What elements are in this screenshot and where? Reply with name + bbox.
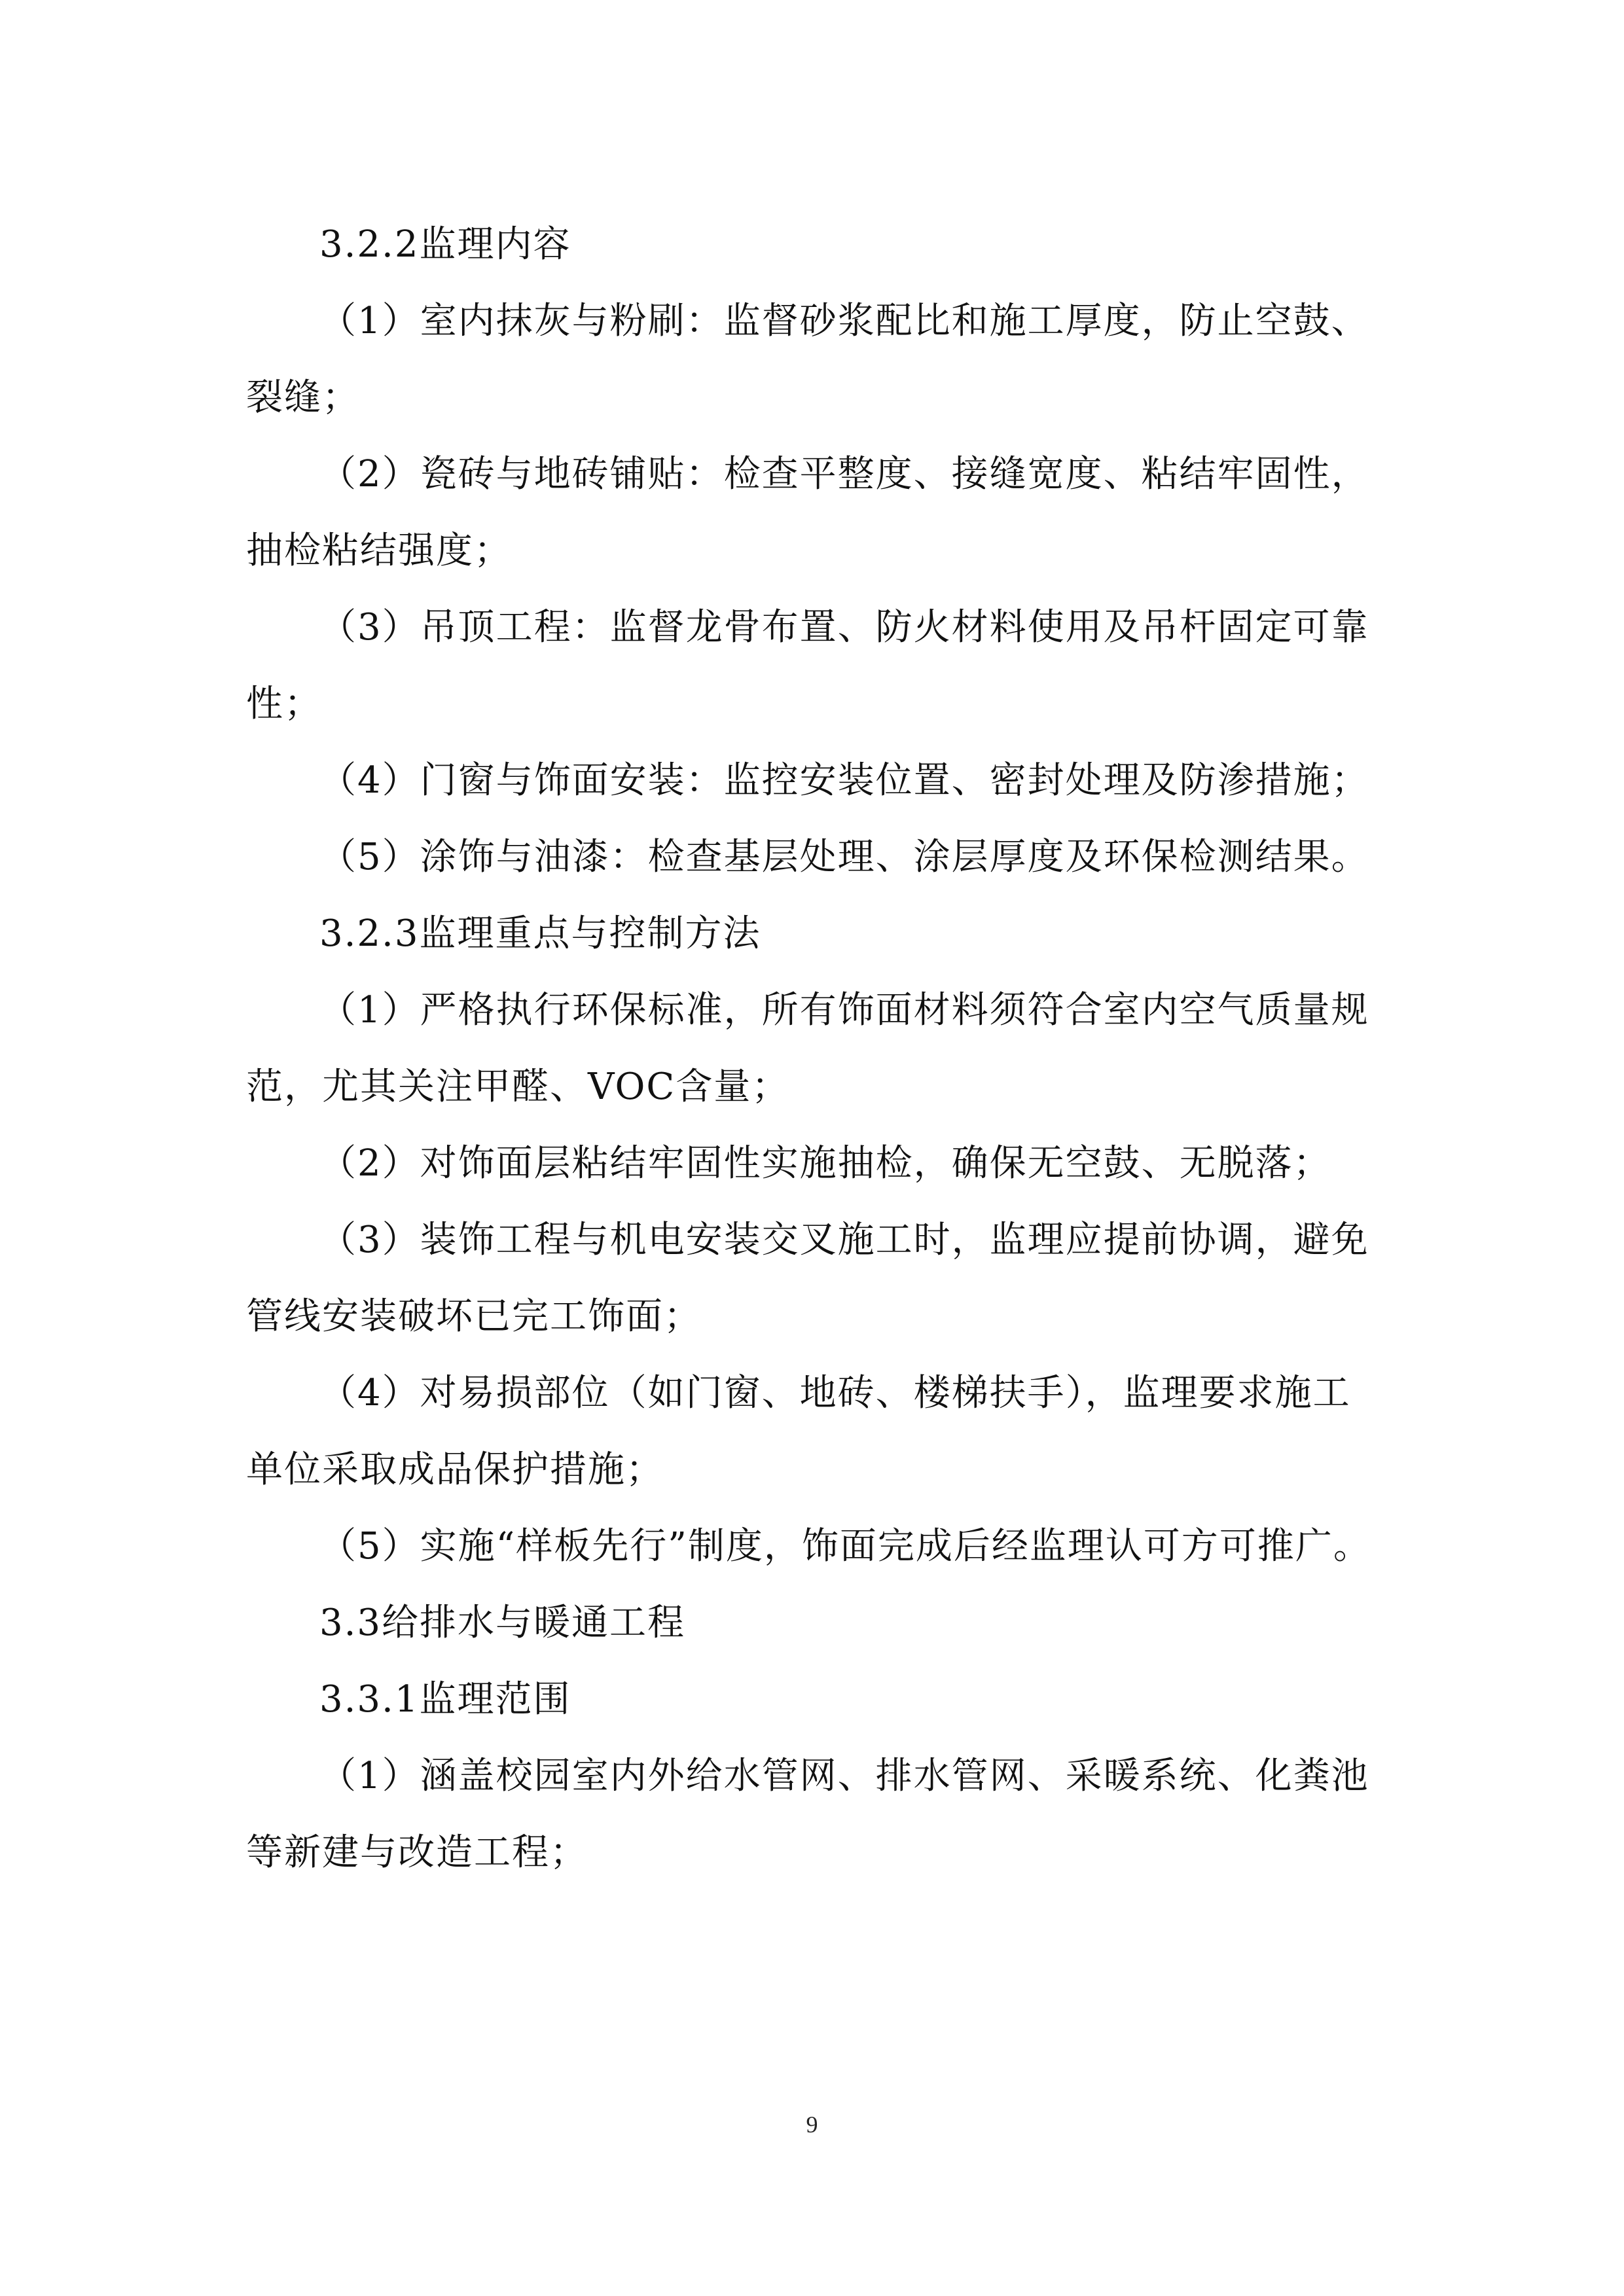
page-number: 9 <box>806 2111 818 2138</box>
list-item-ceiling: （3）吊顶工程：监督龙骨布置、防火材料使用及吊杆固定可靠性； <box>246 606 1369 725</box>
list-item-environmental-standards: （1）严格执行环保标准，所有饰面材料须符合室内空气质量规范，尤其关注甲醛、VOC含量； <box>246 989 1369 1108</box>
list-item-painting: （5）涂饰与油漆：检查基层处理、涂层厚度及环保检测结果。 <box>319 836 1369 878</box>
list-item-product-protection: （4）对易损部位（如门窗、地砖、楼梯扶手），监理要求施工单位采取成品保护措施； <box>246 1372 1351 1491</box>
section-heading-3-3: 3.3给排水与暖通工程 <box>319 1602 686 1644</box>
list-item-sample-first: （5）实施“样板先行”制度，饰面完成后经监理认可方可推广。 <box>319 1525 1371 1568</box>
list-item-adhesion-check: （2）对饰面层粘结牢固性实施抽检，确保无空鼓、无脱落； <box>319 1142 1331 1185</box>
list-item-tiling: （2）瓷砖与地砖铺贴：检查平整度、接缝宽度、粘结牢固性，抽检粘结强度； <box>246 453 1369 572</box>
list-item-plastering: （1）室内抹灰与粉刷：监督砂浆配比和施工厚度，防止空鼓、裂缝； <box>246 300 1369 419</box>
section-heading-3-2-3: 3.2.3监理重点与控制方法 <box>319 912 761 955</box>
section-heading-3-3-1: 3.3.1监理范围 <box>319 1678 571 1721</box>
list-item-coordination: （3）装饰工程与机电安装交叉施工时，监理应提前协调，避免管线安装破坏已完工饰面； <box>246 1219 1369 1338</box>
list-item-scope: （1）涵盖校园室内外给水管网、排水管网、采暖系统、化粪池等新建与改造工程； <box>246 1755 1369 1874</box>
section-heading-3-2-2: 3.2.2监理内容 <box>319 223 571 266</box>
list-item-doors-windows: （4）门窗与饰面安装：监控安装位置、密封处理及防渗措施； <box>319 759 1369 802</box>
document-body <box>246 206 1385 1891</box>
